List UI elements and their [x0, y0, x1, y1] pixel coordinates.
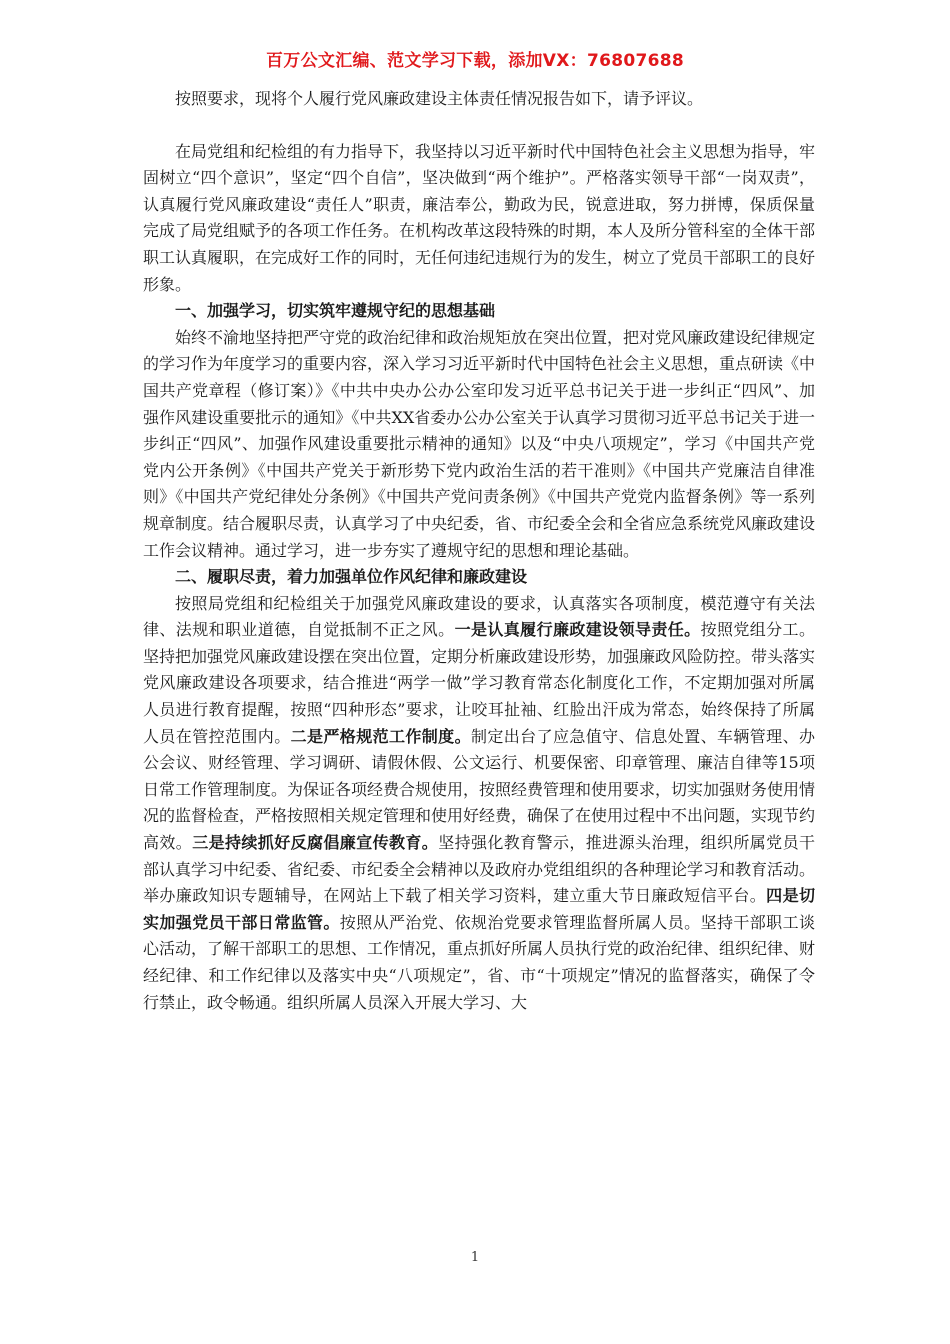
overview-paragraph: 在局党组和纪检组的有力指导下，我坚持以习近平新时代中国特色社会主义思想为指导，牢固树立“四个意识”，坚定“四个自信”，坚决做到“两个维护”。严格落实领导干部“一岗双责”，认真履行党风廉政建设“责任人”职责，廉洁奉公，勤政为民，锐意进取，努力拼博，保质保量完成了局党组赋予的各项工作任务。在机构改革这段特殊的时期，本人及所分管科室的全体干部职工认真履职，在完成好工作的同时，无任何违纪违规行为的发生，树立了党员干部职工的良好形象。 [143, 141, 816, 294]
section-2-text-d: 坚持强化教育警示，推进源头治理，组织所属党员干部认真学习中纪委、省纪委、市纪委全会精神以及政府办党组组织的各种理论学习和教育活动。举办廉政知识专题辅导，在网站上下载了相关学习资料，建立重大节日廉政短信平台。 [143, 833, 816, 906]
section-1-heading: 一、加强学习，切实筑牢遵规守纪的思想基础 [175, 301, 496, 321]
point-1-title: 一是认真履行廉政建设领导责任。 [454, 620, 701, 640]
intro-paragraph: 按照要求，现将个人履行党风廉政建设主体责任情况报告如下，请予评议。 [175, 89, 704, 108]
section-2-heading: 二、履职尽责，着力加强单位作风纪律和廉政建设 [175, 567, 528, 587]
page-number: 1 [470, 1250, 480, 1265]
section-2-text-e: 按照从严治党、依规治党要求管理监督所属人员。坚持干部职工谈心活动，了解干部职工的思想、工作情况，重点抓好所属人员执行党的政治纪律、组织纪律、财经纪律、和工作纪律以及落实中央“八项规定”，省、市“十项规定”情况的监督落实，确保了令行禁止，政令畅通。组织所属人员深入开展大学习、大 [143, 912, 816, 1012]
promo-banner: 百万公文汇编、范文学习下载，添加VX：76807688 [266, 51, 684, 71]
point-2-title: 二是严格规范工作制度。 [290, 726, 471, 746]
section-2-paragraph [143, 591, 815, 1017]
section-2-text-b: 按照党组分工。坚持把加强党风廉政建设摆在突出位置，定期分析廉政建设形势，加强廉政风险防控。带头落实党风廉政建设各项要求，结合推进“两学一做”学习教育常态化制度化工作，不定期加强对所属人员进行教育提醒，按照“四种形态”要求，让咬耳扯袖、红脸出汗成为常态，始终保持了所属人员在管控范围内。 [143, 620, 816, 746]
section-2-text-c: 制定出台了应急值守、信息处置、车辆管理、办公会议、财经管理、学习调研、请假休假、公文运行、机要保密、印章管理、廉洁自律等15项日常工作管理制度。为保证各项经费合规使用，按照经费管理和使用要求，切实加强财务使用情况的监督检查，严格按照相关规定管理和使用好经费，确保了在使用过程中不出问题，实现节约高效。 [143, 726, 816, 853]
section-1-paragraph: 始终不渝地坚持把严守党的政治纪律和政治规矩放在突出位置，把对党风廉政建设纪律规定的学习作为年度学习的重要内容，深入学习习近平新时代中国特色社会主义思想，重点研读《中国共产党章程（修订案）》《中共中央办公办公室印发习近平总书记关于进一步纠正“四风”、加强作风建设重要批示的通知》《中共XX省委办公办公室关于认真学习贯彻习近平总书记关于进一步纠正“四风”、加强作风建设重要批示精神的通知》以及“中央八项规定”，学习《中国共产党党内公开条例》《中国共产党关于新形势下党内政治生活的若干准则》《中国共产党廉洁自律准则》《中国共产党纪律处分条例》《中国共产党问责条例》《中国共产党党内监督条例》等一系列规章制度。结合履职尽责，认真学习了中央纪委，省、市纪委全会和全省应急系统党风廉政建设工作会议精神。通过学习，进一步夯实了遵规守纪的思想和理论基础。 [143, 327, 816, 560]
point-3-title: 三是持续抓好反腐倡廉宣传教育。 [192, 833, 439, 853]
point-4-title: 四是切实加强党员干部日常监管。 [143, 886, 815, 932]
document-body [143, 86, 815, 1016]
section-2-text-a: 按照局党组和纪检组关于加强党风廉政建设的要求，认真落实各项制度，模范遵守有关法律、法规和职业道德，自觉抵制不正之风。 [143, 593, 815, 640]
